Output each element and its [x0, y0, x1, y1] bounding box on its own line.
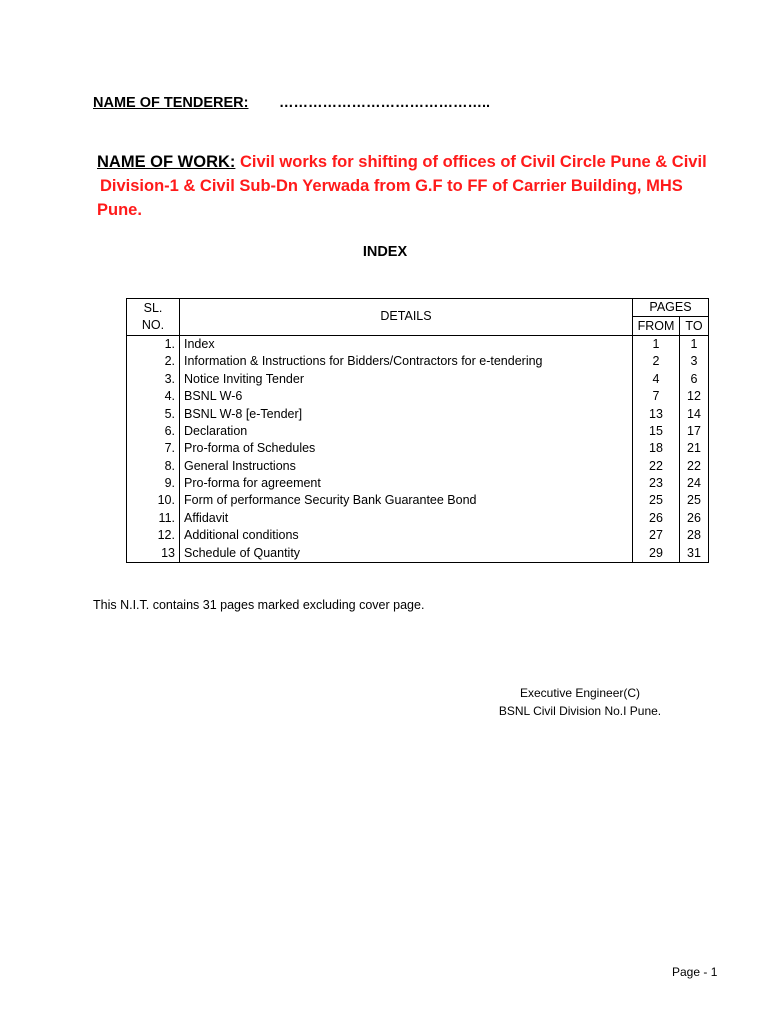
table-row [127, 423, 709, 440]
row-details: Schedule of Quantity [180, 544, 633, 562]
header-details: DETAILS [180, 299, 633, 336]
tenderer-label: NAME OF TENDERER: [93, 95, 249, 111]
row-page-to: 12 [680, 388, 709, 405]
table-row [127, 492, 709, 509]
row-page-from: 22 [633, 458, 680, 475]
row-page-from: 18 [633, 440, 680, 457]
row-page-from: 15 [633, 423, 680, 440]
row-page-from: 2 [633, 353, 680, 370]
row-sl: 4. [127, 388, 180, 405]
row-details: Notice Inviting Tender [180, 371, 633, 388]
row-page-to: 3 [680, 353, 709, 370]
work-label: NAME OF WORK: [97, 153, 236, 171]
row-page-to: 24 [680, 475, 709, 492]
row-page-to: 22 [680, 458, 709, 475]
table-row [127, 544, 709, 562]
table-row [127, 440, 709, 457]
table-row [127, 371, 709, 388]
nit-note: This N.I.T. contains 31 pages marked excluding cover page. [93, 598, 425, 612]
row-sl: 8. [127, 458, 180, 475]
row-page-from: 29 [633, 544, 680, 562]
tenderer-line [93, 95, 491, 111]
row-page-from: 7 [633, 388, 680, 405]
row-page-to: 14 [680, 405, 709, 422]
page-number: Page - 1 [672, 965, 718, 979]
row-page-to: 31 [680, 544, 709, 562]
header-sl: SL. NO. [127, 299, 180, 336]
row-page-from: 23 [633, 475, 680, 492]
table-row [127, 335, 709, 353]
signature-office: BSNL Civil Division No.I Pune. [498, 704, 662, 718]
row-details: General Instructions [180, 458, 633, 475]
work-text-line3: Pune. [97, 201, 142, 219]
table-row [127, 475, 709, 492]
row-details: Index [180, 335, 633, 353]
header-pages: PAGES [633, 299, 709, 317]
row-page-to: 17 [680, 423, 709, 440]
row-page-from: 13 [633, 405, 680, 422]
index-title: INDEX [362, 244, 408, 260]
row-page-to: 28 [680, 527, 709, 544]
signature-title: Executive Engineer(C) [519, 686, 641, 700]
row-sl: 12. [127, 527, 180, 544]
row-sl: 13 [127, 544, 180, 562]
work-text-line1: Civil works for shifting of offices of Civil Circle Pune & Civil [235, 153, 707, 171]
row-sl: 6. [127, 423, 180, 440]
row-sl: 11. [127, 510, 180, 527]
row-page-from: 26 [633, 510, 680, 527]
row-details: Information & Instructions for Bidders/Contractors for e-tendering [180, 353, 633, 370]
row-page-to: 26 [680, 510, 709, 527]
row-sl: 1. [127, 335, 180, 353]
row-sl: 3. [127, 371, 180, 388]
row-details: Additional conditions [180, 527, 633, 544]
row-page-to: 25 [680, 492, 709, 509]
table-row [127, 388, 709, 405]
signature-block [430, 684, 730, 720]
row-page-from: 1 [633, 335, 680, 353]
header-to: TO [680, 317, 709, 335]
row-details: BSNL W-6 [180, 388, 633, 405]
name-of-work [97, 150, 747, 222]
row-page-from: 25 [633, 492, 680, 509]
row-details: Form of performance Security Bank Guarantee Bond [180, 492, 633, 509]
row-details: Declaration [180, 423, 633, 440]
index-table [126, 298, 709, 563]
table-row [127, 527, 709, 544]
row-details: Pro-forma of Schedules [180, 440, 633, 457]
row-details: Affidavit [180, 510, 633, 527]
row-details: BSNL W-8 [e-Tender] [180, 405, 633, 422]
row-page-from: 27 [633, 527, 680, 544]
row-sl: 10. [127, 492, 180, 509]
row-sl: 5. [127, 405, 180, 422]
table-row [127, 510, 709, 527]
header-from: FROM [633, 317, 680, 335]
row-page-from: 4 [633, 371, 680, 388]
table-row [127, 405, 709, 422]
row-sl: 7. [127, 440, 180, 457]
tenderer-value: …………………………………….. [279, 95, 491, 111]
row-page-to: 1 [680, 335, 709, 353]
row-page-to: 6 [680, 371, 709, 388]
row-page-to: 21 [680, 440, 709, 457]
work-text-line2: Division-1 & Civil Sub-Dn Yerwada from G.F to FF of Carrier Building, MHS [100, 177, 683, 195]
table-row [127, 458, 709, 475]
row-sl: 9. [127, 475, 180, 492]
row-sl: 2. [127, 353, 180, 370]
table-row [127, 353, 709, 370]
row-details: Pro-forma for agreement [180, 475, 633, 492]
